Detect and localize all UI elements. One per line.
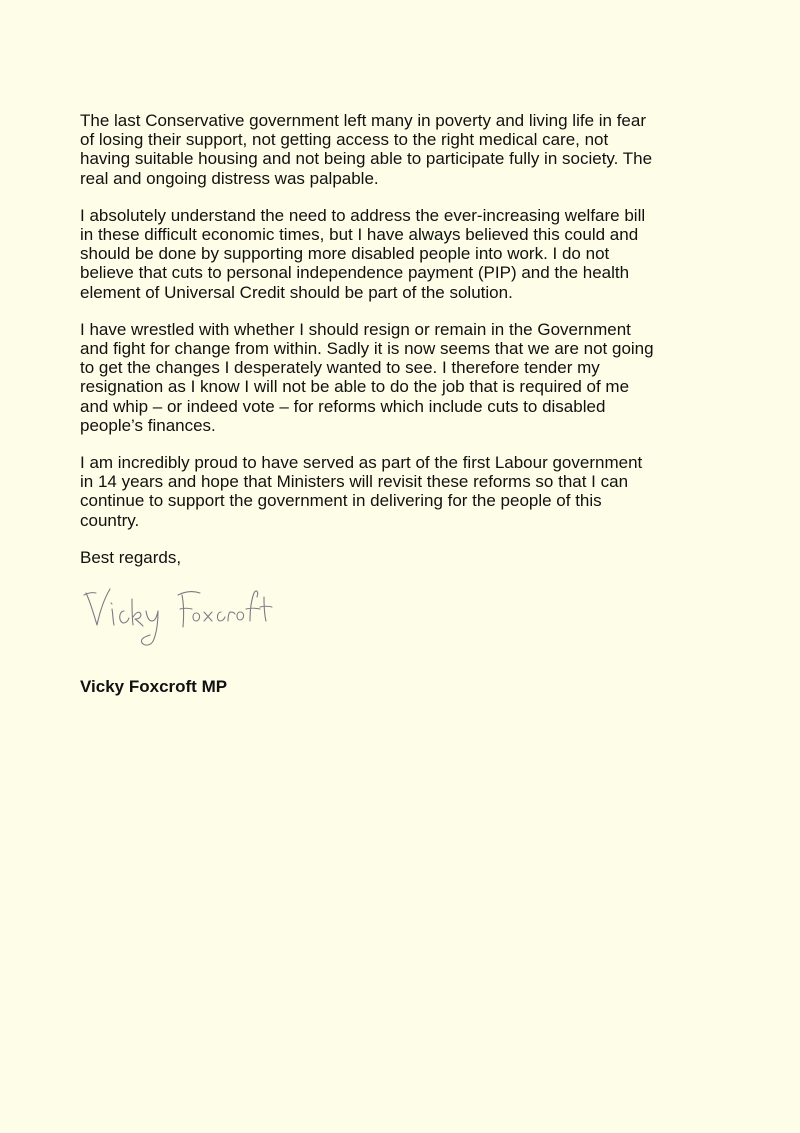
paragraph-proud: I am incredibly proud to have served as part of the first Labour government in 14 years and hope that Ministers will revisit these reforms so that I can continue to support the government in delivering for the people of this country.: [80, 453, 643, 530]
letter-body: [80, 111, 740, 696]
paragraph-resignation: I have wrestled with whether I should resign or remain in the Government and fight for change from within. Sadly it is now seems that we are not going to get the changes I desperately wanted to see. I therefore tender my resignation as I know I will not be able to do the job that is required of me and whip – or indeed vote – for reforms which include cuts to disabled people’s finances.: [80, 319, 654, 435]
handwritten-signature: [80, 581, 280, 651]
signatory-name: Vicky Foxcroft MP: [80, 677, 228, 697]
paragraph-poverty: The last Conservative government left many in poverty and living life in fear of losing their support, not getting access to the right medical care, not having suitable housing and not being able to participate fully in society. The real and ongoing distress was palpable.: [80, 111, 653, 188]
closing: Best regards,: [80, 547, 182, 567]
paragraph-welfare-bill: I absolutely understand the need to address the ever-increasing welfare bill in these difficult economic times, but I have always believed this could and should be done by supporting more disabled people into work. I do not believe that cuts to personal independence payment (PIP) and the health element of Universal Credit should be part of the solution.: [80, 205, 646, 302]
